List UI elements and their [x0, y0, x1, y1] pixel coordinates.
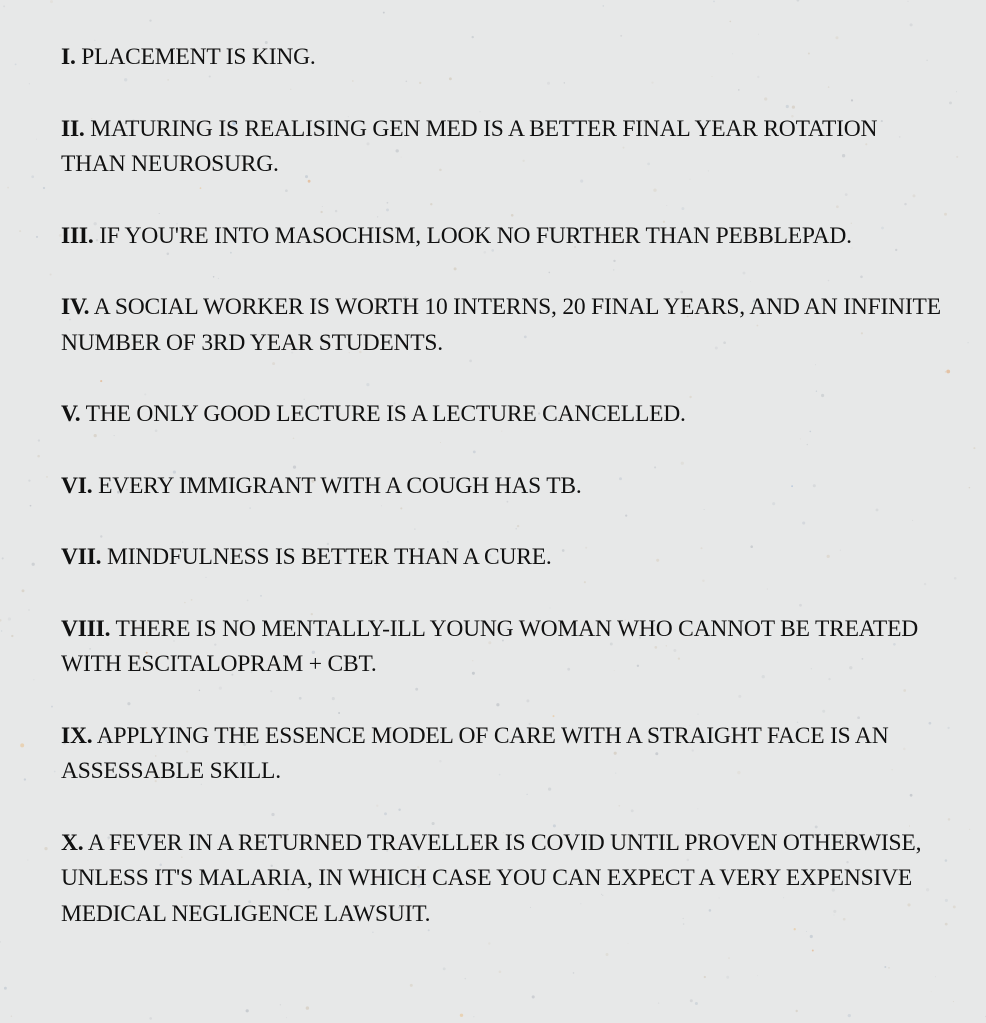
- item-numeral: VI.: [61, 472, 93, 499]
- speckle: [36, 139, 37, 140]
- speckle: [758, 34, 759, 35]
- speckle: [1, 630, 2, 631]
- speckle: [956, 156, 958, 158]
- speckle: [713, 1, 715, 3]
- item-numeral: VIII.: [61, 615, 111, 642]
- speckle: [27, 859, 28, 860]
- speckle: [956, 91, 957, 92]
- item-numeral: IV.: [61, 294, 90, 320]
- speckle: [969, 829, 970, 830]
- speckle: [603, 5, 605, 7]
- speckle: [4, 987, 7, 990]
- speckle: [460, 1014, 463, 1017]
- item-text: A SOCIAL WORKER IS WORTH 10 INTERNS, 20 FINAL YEARS, AND AN INFINITE NUMBER OF 3RD YEAR STUDENTS.: [61, 294, 941, 356]
- speckle: [945, 371, 946, 372]
- speckle: [946, 370, 950, 374]
- speckle: [37, 455, 40, 458]
- speckle: [945, 859, 948, 862]
- speckle: [953, 1001, 954, 1002]
- speckle: [280, 1004, 281, 1005]
- item-numeral: X.: [61, 829, 84, 856]
- speckle: [810, 935, 813, 938]
- speckle: [2, 557, 4, 559]
- speckle: [443, 967, 446, 970]
- speckle: [931, 991, 932, 992]
- speckle: [836, 36, 839, 39]
- speckle: [910, 23, 913, 26]
- speckle: [973, 447, 975, 449]
- speckle: [22, 589, 25, 592]
- list-item: [61, 290, 941, 361]
- speckle: [50, 273, 52, 275]
- speckle: [286, 1017, 287, 1018]
- item-text: APPLYING THE ESSENCE MODEL OF CARE WITH A STRAIGHT FACE IS AN ASSESSABLE SKILL.: [61, 722, 889, 784]
- speckle: [28, 609, 29, 610]
- item-text: PLACEMENT IS KING.: [75, 44, 316, 70]
- speckle: [0, 619, 2, 621]
- speckle: [29, 83, 30, 84]
- speckle: [44, 847, 47, 850]
- speckle: [32, 563, 35, 566]
- speckle: [24, 778, 26, 780]
- speckle: [757, 975, 758, 976]
- list-item: [61, 826, 941, 933]
- speckle: [812, 950, 814, 952]
- speckle: [620, 35, 622, 37]
- speckle: [953, 905, 956, 908]
- list-item: [61, 612, 941, 683]
- speckle: [54, 771, 56, 773]
- speckle: [848, 1014, 851, 1017]
- speckle: [954, 577, 957, 580]
- item-numeral: III.: [61, 222, 94, 249]
- speckle: [51, 706, 53, 708]
- speckle: [797, 0, 800, 2]
- speckle: [50, 0, 53, 3]
- speckle: [30, 505, 32, 507]
- item-text: THE ONLY GOOD LECTURE IS A LECTURE CANCELLED.: [80, 401, 686, 427]
- item-text: MATURING IS REALISING GEN MED IS A BETTER FINAL YEAR ROTATION THAN NEUROSURG.: [61, 115, 878, 177]
- item-numeral: IX.: [61, 722, 93, 749]
- speckle: [948, 818, 951, 821]
- speckle: [907, 1, 908, 2]
- speckle: [728, 957, 729, 958]
- speckle: [36, 236, 38, 238]
- speckle: [945, 899, 948, 902]
- speckle: [473, 1016, 474, 1017]
- item-text: MINDFULNESS IS BETTER THAN A CURE.: [101, 544, 552, 570]
- speckle: [967, 342, 968, 343]
- speckle: [11, 1016, 12, 1017]
- item-numeral: VII.: [61, 544, 102, 570]
- speckle: [149, 1017, 152, 1020]
- item-text: IF YOU'RE INTO MASOCHISM, LOOK NO FURTHER THAN PEBBLEPAD.: [93, 222, 852, 249]
- speckle: [20, 743, 24, 747]
- speckle: [46, 476, 48, 478]
- speckle: [19, 230, 21, 232]
- list-item: [61, 112, 941, 183]
- speckle: [499, 970, 502, 973]
- item-numeral: V.: [61, 401, 81, 427]
- speckle: [690, 999, 693, 1002]
- speckle: [573, 972, 575, 974]
- item-text: THERE IS NO MENTALLY-ILL YOUNG WOMAN WHO CANNOT BE TREATED WITH ESCITALOPRAM + CBT.: [61, 615, 919, 677]
- speckle: [7, 187, 9, 189]
- speckle: [947, 727, 949, 729]
- speckle: [472, 36, 474, 38]
- commandments-list: [61, 40, 941, 932]
- speckle: [410, 984, 413, 987]
- speckle: [729, 21, 731, 23]
- speckle: [43, 187, 45, 189]
- speckle: [704, 976, 706, 978]
- speckle: [935, 976, 936, 977]
- list-item: [61, 219, 941, 255]
- list-item: [61, 469, 941, 505]
- item-numeral: II.: [61, 115, 85, 142]
- speckle: [11, 635, 13, 637]
- speckle: [888, 967, 890, 969]
- list-item: [61, 540, 941, 576]
- speckle: [33, 679, 34, 680]
- speckle: [658, 1002, 659, 1003]
- speckle: [465, 978, 466, 979]
- item-text: EVERY IMMIGRANT WITH A COUGH HAS TB.: [92, 472, 582, 499]
- speckle: [969, 487, 971, 489]
- speckle: [949, 101, 952, 104]
- speckle: [488, 942, 490, 944]
- speckle: [31, 175, 34, 178]
- speckle: [532, 995, 535, 998]
- speckle: [8, 617, 11, 620]
- speckle: [149, 19, 151, 21]
- speckle: [306, 1006, 309, 1009]
- speckle: [246, 1009, 249, 1012]
- speckle: [945, 923, 948, 926]
- speckle: [3, 5, 5, 7]
- speckle: [15, 63, 17, 65]
- speckle: [796, 1010, 798, 1012]
- speckle: [38, 439, 40, 441]
- speckle: [944, 213, 947, 216]
- item-numeral: I.: [61, 44, 76, 70]
- item-text: A FEVER IN A RETURNED TRAVELLER IS COVID UNTIL PROVEN OTHERWISE, UNLESS IT'S MALARIA, IN WHICH CASE YOU CAN EXPECT A VERY EXPENSIVE MEDICAL NEGLIGENCE LAWSUIT.: [61, 829, 922, 927]
- speckle: [383, 12, 385, 14]
- list-item: [61, 719, 941, 790]
- speckle: [28, 479, 30, 481]
- list-item: [61, 397, 941, 433]
- speckle: [0, 941, 1, 943]
- speckle: [628, 943, 629, 944]
- speckle: [884, 966, 886, 968]
- speckle: [726, 976, 729, 979]
- list-item: [61, 40, 941, 76]
- speckle: [695, 1002, 698, 1005]
- speckle: [606, 953, 609, 956]
